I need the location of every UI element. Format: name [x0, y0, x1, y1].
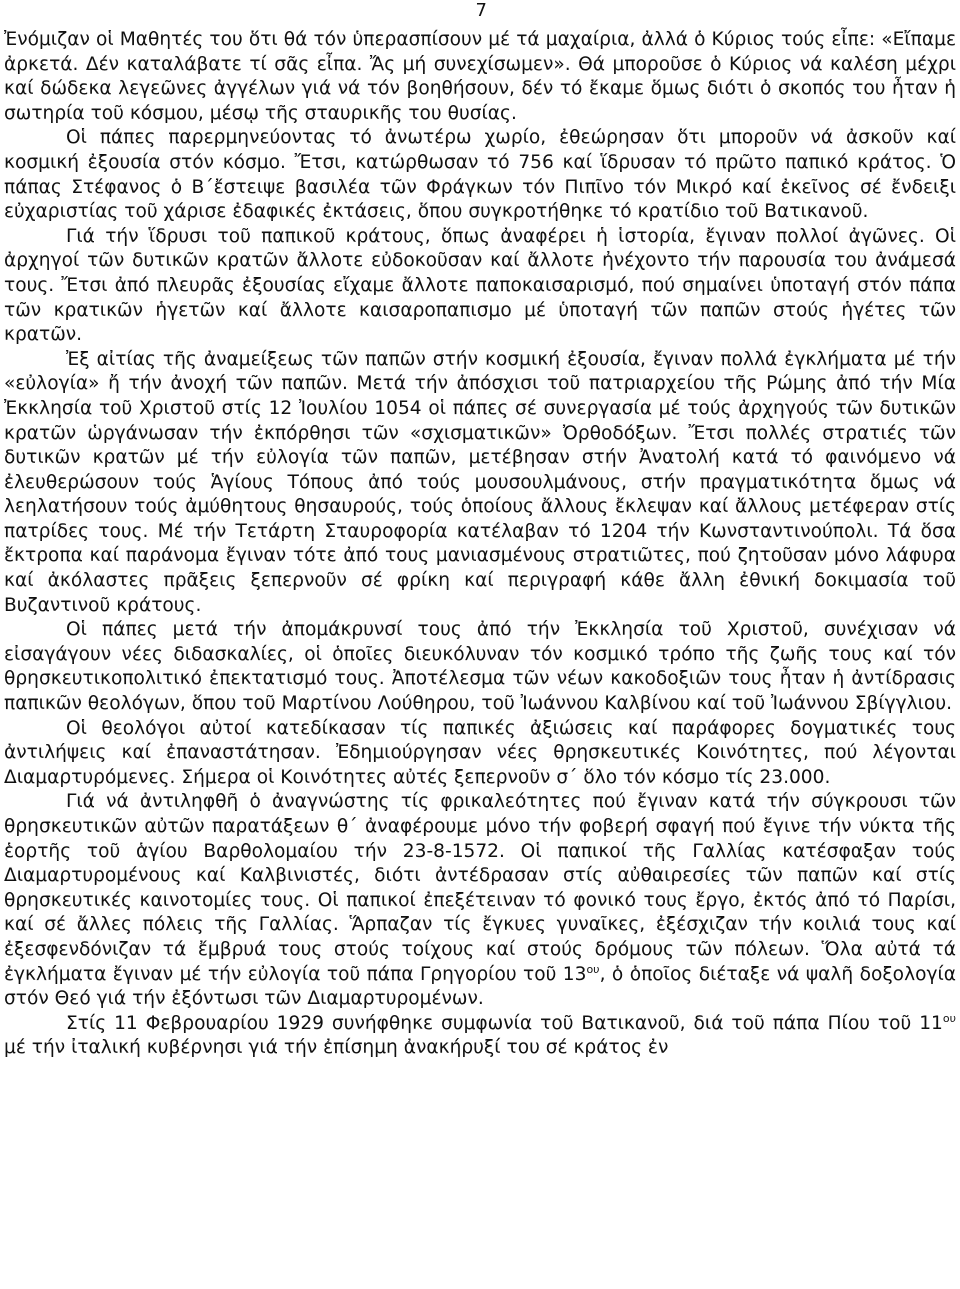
- paragraph-4: Ἐξ αἰτίας τῆς ἀναμείξεως τῶν παπῶν στήν κοσμική ἐξουσία, ἔγιναν πολλά ἐγκλήματα μέ τήν «εὐλογία» ἤ τήν ἀνοχή τῶν παπῶν. Μετά τήν ἀπόσχισι τοῦ πατριαρχείου τῆς Ρώμης ἀπό τήν Μία Ἐκκλησία τοῦ Χριστοῦ στίς 12 Ἰουλίου 1054 οἱ πάπες σέ συνεργασία μέ τούς ἀρχηγούς τῶν δυτικῶν κρατῶν ὡργάνωσαν τήν ἐκπόρθησι τῶν «σχισματικῶν» Ὀρθοδόξων. Ἔτσι πολλές στρατιές τῶν δυτικῶν κρατῶν μέ τήν εὐλογία τῶν παπῶν, μετέβησαν στήν Ἀνατολή κατά τό φαινόμενο νά ἐλευθερώσουν τούς Ἁγίους Τόπους ἀπό τούς μουσουλμάνους, στήν πραγματικότητα ὅμως νά λεηλατήσουν τούς ἀμύθητους θησαυρούς, τούς ὁποίους ἄλλους ἔκλεψαν καί ἄλλους μετέφεραν στίς πατρίδες τους. Μέ τήν Τετάρτη Σταυροφορία κατέλαβαν τό 1204 τήν Κωνσταντινούπολι. Τά ὅσα ἔκτροπα καί παράνομα ἔγιναν τότε ἀπό τους μανιασμένους στρατιῶτες, πού ζητοῦσαν μόνο λάφυρα καί ἀκόλαστες πρᾶξεις ξεπερνοῦν σέ φρίκη καί περιγραφή κάθε ἄλλη ἐθνική δοκιμασία τοῦ Βυζαντινοῦ κράτους.: [4, 348, 956, 616]
- paragraph-6: Οἱ θεολόγοι αὐτοί κατεδίκασαν τίς παπικές ἀξιώσεις καί παράφορες δογματικές τους ἀντιλήψεις καί ἐπαναστάτησαν. Ἐδημιούργησαν νέες θρησκευτικές Κοινότητες, πού λέγονται Διαμαρτυρόμενες. Σήμερα οἱ Κοινότητες αὐτές ξεπερνοῦν σ΄ ὅλο τόν κόσμο τίς 23.000.: [4, 717, 956, 788]
- paragraph-1: Ἐνόμιζαν οἱ Μαθητές του ὅτι θά τόν ὑπερασπίσουν μέ τά μαχαίρια, ἀλλά ὁ Κύριος τούς εἶπε: «Εἴπαμε ἀρκετά. Δέν καταλάβατε τί σᾶς εἶπα. Ἄς μή συνεχίσωμεν». Θά μποροῦσε ὁ Κύριος νά καλέση μέχρι καί δώδεκα λεγεῶνες ἀγγέλων γιά νά τόν βοηθήσουν, δέν τό ἔκαμε ὅμως διότι ὁ σκοπός του ἦταν ἡ σωτηρία τοῦ κόσμου, μέσῳ τῆς σταυρικῆς του θυσίας.: [4, 29, 956, 124]
- paragraph-5: Οἱ πάπες μετά τήν ἀπομάκρυνσί τους ἀπό τήν Ἐκκλησία τοῦ Χριστοῦ, συνέχισαν νά εἰσαγάγουν νέες διδασκαλίες, οἱ ὁποῖες διευκόλυναν τόν κοσμικό τρόπο τῆς ζωῆς τους καί τόν θρησκευτικοπολιτικό ἐπεκτατισμό τους. Ἀποτέλεσμα τῶν νέων κακοδοξιῶν τους ἦταν ἡ ἀντίδρασις παπικῶν θεολόγων, ὅπου τοῦ Μαρτίνου Λούθηρου, τοῦ Ἰωάννου Καλβίνου καί τοῦ Ἰωάννου Σβίγγλιου.: [4, 619, 956, 715]
- paragraph-8: [4, 1012, 956, 1061]
- paragraph-7-text-a: Γιά νά ἀντιληφθῆ ὁ ἀναγνώστης τίς φρικαλεότητες πού ἔγιναν κατά τήν σύγκρουσι τῶν θρησκευτικῶν αὐτῶν παρατάξεων θ΄ ἀναφέρουμε μόνο τήν φοβερή σφαγή πού ἔγινε τήν νύκτα τῆς ἑορτῆς τοῦ ἁγίου Βαρθολομαίου τήν 23-8-1572. Οἱ παπικοί τῆς Γαλλίας κατέσφαξαν τούς Διαμαρτυρομένους καί Καλβινιστές, διότι ἀντέδρασαν στίς αὐθαιρεσίες τῶν παπῶν καί στίς θρησκευτικές καινοτομίες τους. Οἱ παπικοί ἐπεξέτειναν τό φονικό τους ἔργο, ἐκτός ἀπό τό Παρίσι, καί σέ ἄλλες πόλεις τῆς Γαλλίας. Ἅρπαζαν τίς ἔγκυες γυναῖκες, ἐξέσχιζαν τήν κοιλιά τους καί ἐξεσφενδόνιζαν τά ἔμβρυά τους στούς τοίχους καί στούς δρόμους τῶν πόλεων. Ὅλα αὐτά τά ἐγκλήματα ἔγιναν μέ τήν εὐλογία τοῦ πάπα Γρηγορίου τοῦ 13: [4, 791, 956, 985]
- ordinal-suffix: ου: [586, 962, 600, 976]
- ordinal-suffix: ου: [942, 1011, 956, 1025]
- paragraph-7: [4, 790, 956, 1011]
- paragraph-8-text-a: Στίς 11 Φεβρουαρίου 1929 συνήφθηκε συμφωνία τοῦ Βατικανοῦ, διά τοῦ πάπα Πίου τοῦ 11: [66, 1012, 943, 1034]
- paragraph-3: Γιά τήν ἵδρυσι τοῦ παπικοῦ κράτους, ὅπως ἀναφέρει ἡ ἱστορία, ἔγιναν πολλοί ἀγῶνες. Οἱ ἀρχηγοί τῶν δυτικῶν κρατῶν ἄλλοτε εὐδοκοῦσαν καί ἄλλοτε ἠνέχοντο τήν παρουσία του ἀνάμεσά τους. Ἔτσι ἀπό πλευρᾶς ἐξουσίας εἴχαμε ἄλλοτε παποκαισαρισμό, πού σημαίνει ὑποταγή στόν πάπα τῶν κρατικῶν ἡγετῶν καί ἄλλοτε καισαροπαπισμο μέ ὑποταγή τῶν παπῶν στούς ἡγέτες τῶν κρατῶν.: [4, 225, 956, 346]
- document-body: [4, 28, 956, 1061]
- paragraph-2: Οἱ πάπες παρερμηνεύοντας τό ἀνωτέρω χωρίο, ἐθεώρησαν ὅτι μποροῦν νά ἀσκοῦν καί κοσμική ἐξουσία στόν κόσμο. Ἔτσι, κατώρθωσαν τό 756 καί ἵδρυσαν τό πρῶτο παπικό κράτος. Ὁ πάπας Στέφανος ὁ Β΄ἔστειψε βασιλέα τῶν Φράγκων τόν Πιπῖνο τόν Μικρό καί ἐκεῖνος σέ ἔνδειξι εὐχαριστίας τοῦ χάρισε ἐδαφικές ἐκτάσεις, ὅπου συγκροτήθηκε τό κρατίδιο τοῦ Βατικανοῦ.: [4, 127, 956, 223]
- paragraph-8-text-b: μέ τήν ἰταλική κυβέρνησι γιά τήν ἐπίσημη ἀνακήρυξί του σέ κράτος ἐν: [4, 1037, 669, 1059]
- paragraph-7-text-b: , ὁ ὁποῖος διέταξε νά ψαλῆ δοξολογία στόν Θεό γιά τήν ἐξόντωσι τῶν Διαμαρτυρομένων.: [4, 963, 956, 1010]
- page-number: 7: [475, 0, 487, 21]
